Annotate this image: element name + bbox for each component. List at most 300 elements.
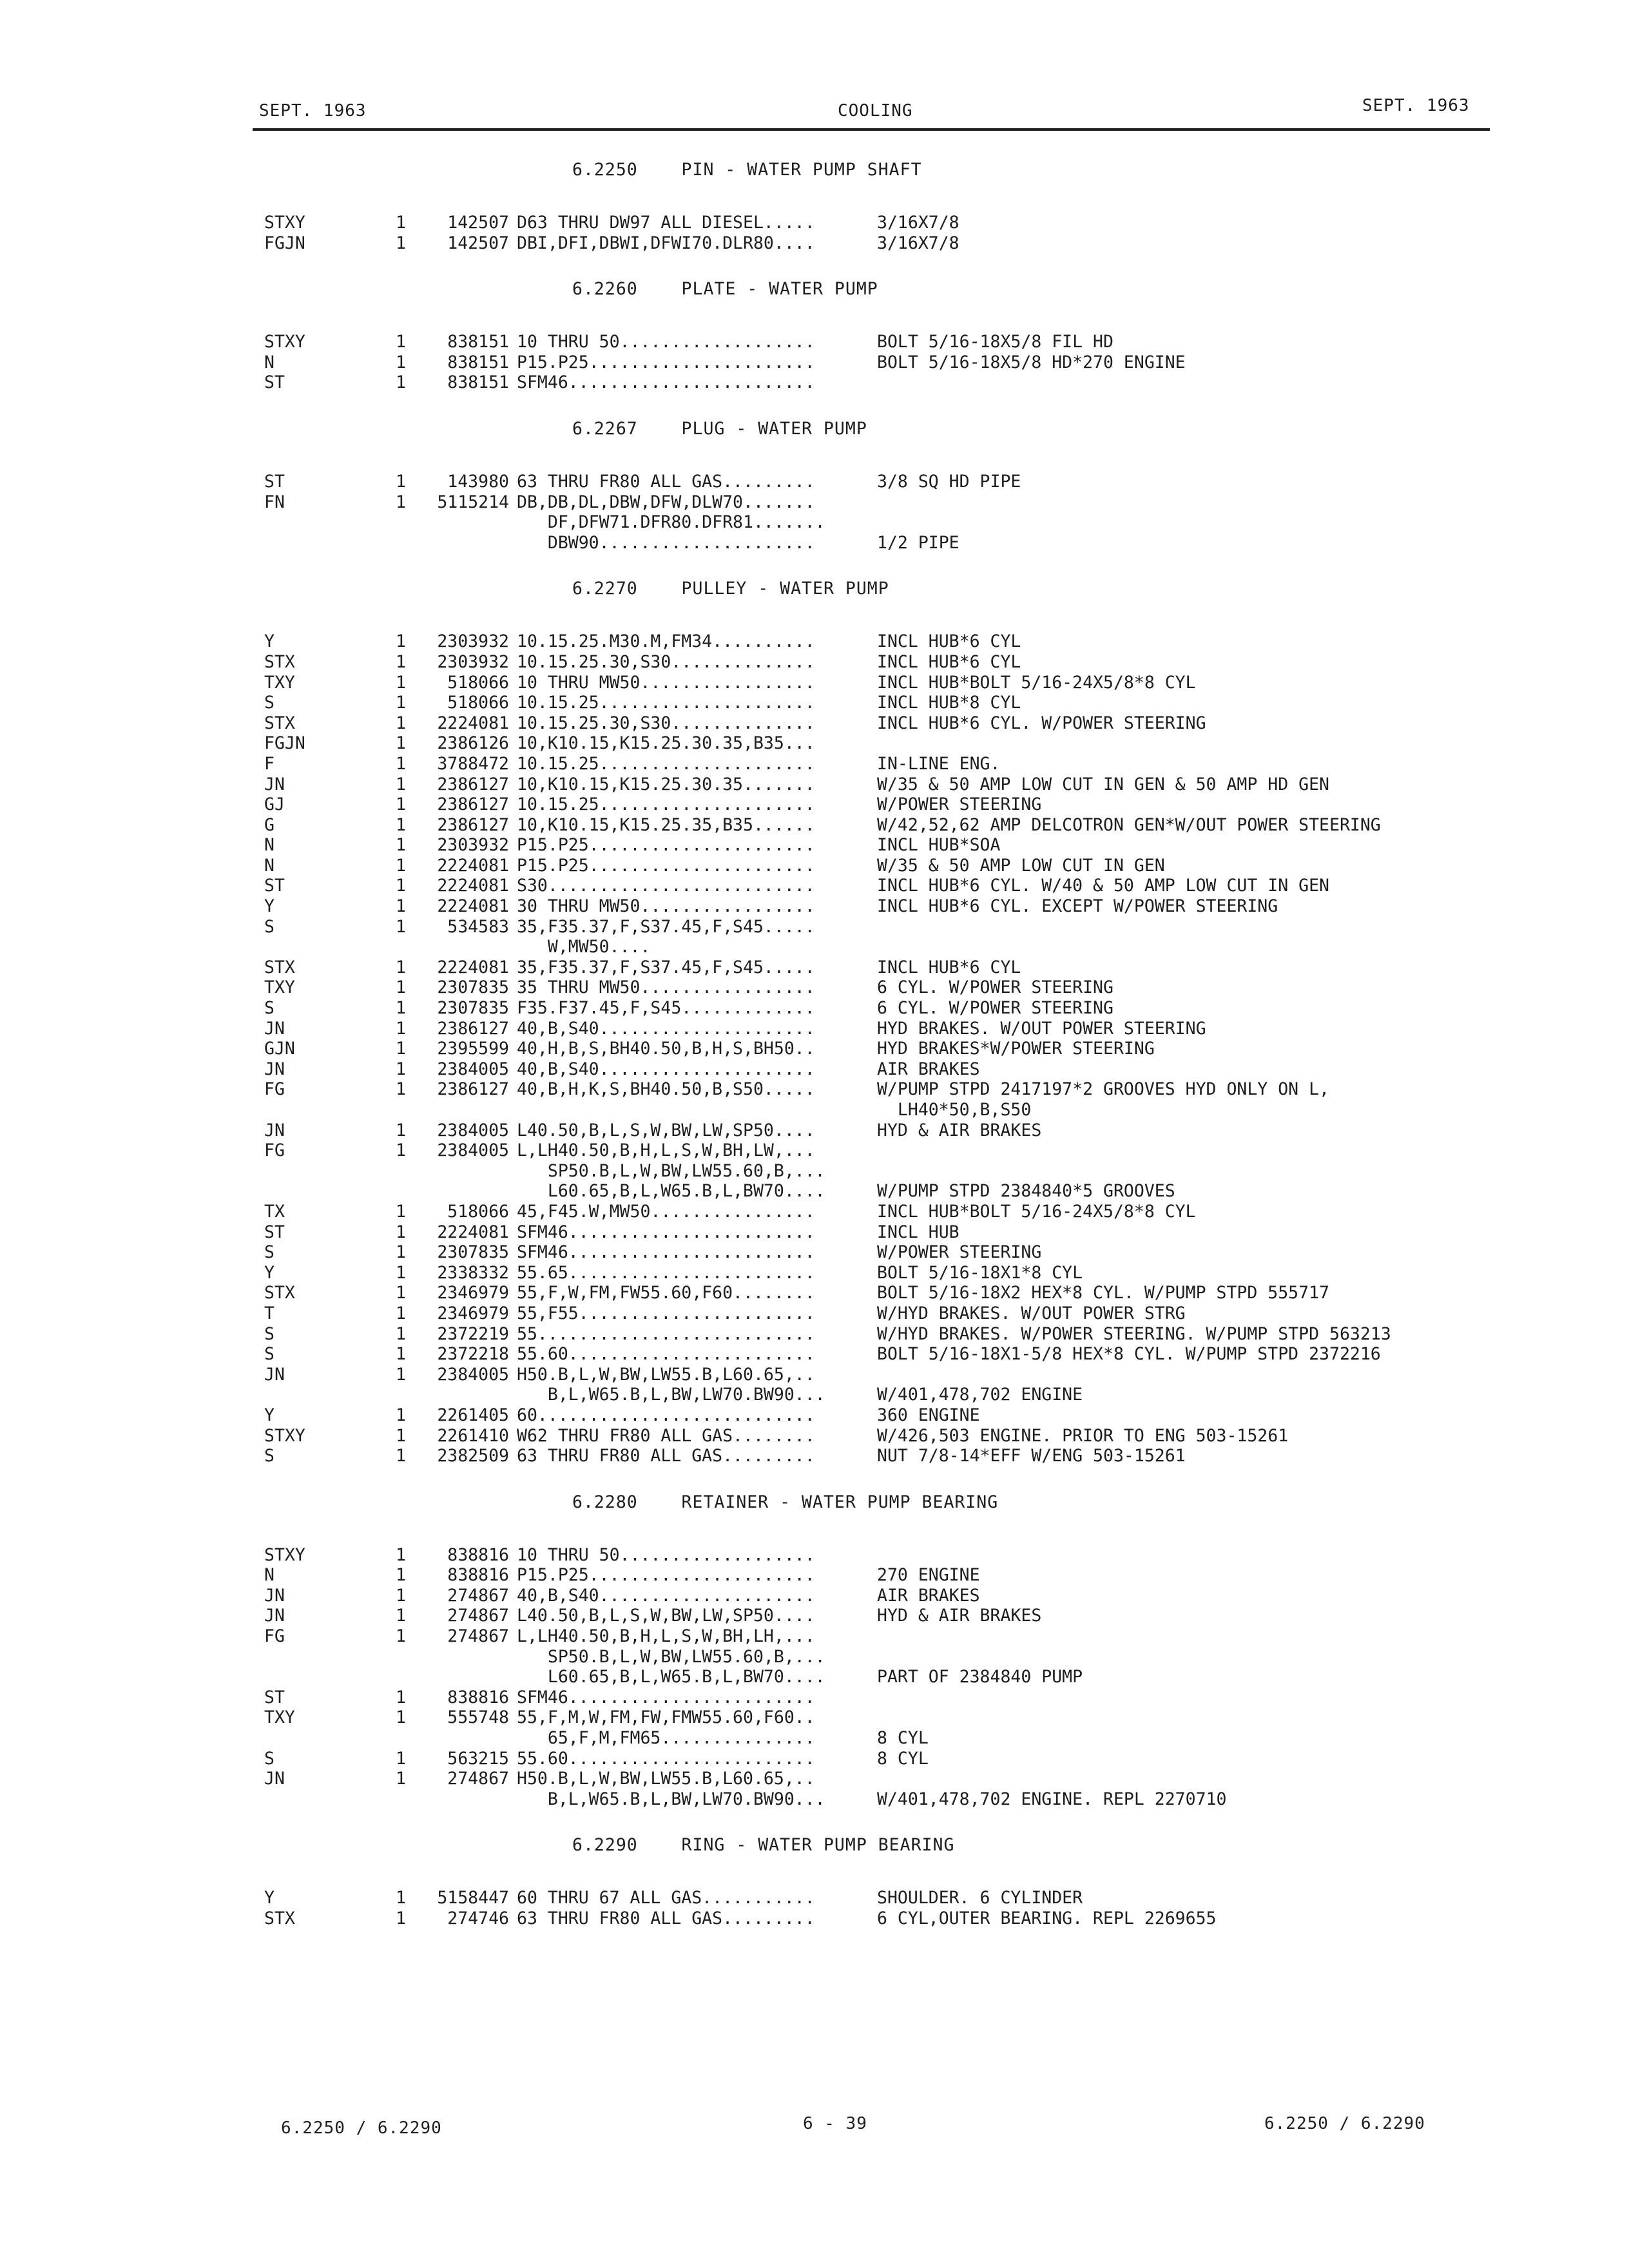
part-number: 2384005 [437,1059,509,1079]
parts-row [0,1324,1629,1345]
part-number: 2386127 [437,1079,509,1100]
parts-row [0,1222,1629,1243]
part-number: 2224081 [437,876,509,896]
quantity: 1 [396,1565,406,1586]
part-number: 2386127 [437,794,509,815]
quantity: 1 [396,213,406,233]
quantity: 1 [396,916,406,937]
remarks: INCL HUB*6 CYL. EXCEPT W/POWER STEERING [877,896,1278,917]
quantity: 1 [396,1748,406,1769]
parts-row [0,332,1629,352]
quantity: 1 [396,1446,406,1466]
application: 40,B,S40..................... [517,1018,815,1039]
part-number: 2307835 [437,1242,509,1263]
model-code: S [264,1446,275,1466]
parts-row [0,693,1629,713]
parts-row [0,512,1629,533]
part-number: 2261405 [437,1405,509,1425]
parts-row [0,1344,1629,1365]
application: 45,F45.W,MW50................ [517,1201,815,1222]
quantity: 1 [396,651,406,672]
parts-row [0,815,1629,836]
quantity: 1 [396,1039,406,1059]
quantity: 1 [396,1707,406,1728]
part-number: 2346979 [437,1303,509,1323]
part-number: 274867 [447,1769,509,1789]
quantity: 1 [396,1283,406,1303]
application: 63 THRU FR80 ALL GAS......... [517,1908,815,1928]
remarks: INCL HUB*6 CYL. W/40 & 50 AMP LOW CUT IN GEN [877,876,1329,896]
application: SFM46........................ [517,1242,815,1263]
quantity: 1 [396,1687,406,1707]
application: SFM46........................ [517,1222,815,1242]
application: 60........................... [517,1405,815,1425]
model-code: N [264,855,275,876]
application: S30.......................... [517,876,815,896]
section-title: 6.2270 PULLEY - WATER PUMP [572,579,889,599]
parts-row [0,233,1629,254]
remarks: W/POWER STEERING [877,794,1042,815]
parts-row [0,372,1629,393]
quantity: 1 [396,835,406,856]
remarks: BOLT 5/16-18X5/8 HD*270 ENGINE [877,352,1186,372]
parts-row [0,533,1629,553]
quantity: 1 [396,1018,406,1039]
quantity: 1 [396,1140,406,1161]
quantity: 1 [396,492,406,512]
part-number: 2346979 [437,1283,509,1303]
part-number: 518066 [447,693,509,713]
model-code: JN [264,1059,285,1079]
model-code: FN [264,492,285,512]
quantity: 1 [396,233,406,253]
application: 10.15.25..................... [517,753,815,774]
parts-row [0,1426,1629,1446]
application: 55........................... [517,1323,815,1344]
application: 63 THRU FR80 ALL GAS......... [517,471,815,492]
remarks: BOLT 5/16-18X2 HEX*8 CYL. W/PUMP STPD 555717 [877,1283,1329,1303]
part-number: 838816 [447,1687,509,1707]
remarks: W/426,503 ENGINE. PRIOR TO ENG 503-15261 [877,1425,1289,1446]
quantity: 1 [396,631,406,652]
application: 35,F35.37,F,S37.45,F,S45..... [517,957,815,977]
remarks: HYD & AIR BRAKES [877,1120,1042,1140]
parts-row [0,1707,1629,1728]
part-number: 2384005 [437,1364,509,1385]
model-code: STXY [264,213,305,233]
section-title: 6.2267 PLUG - WATER PUMP [572,418,867,439]
application: L40.50,B,L,S,W,BW,LW,SP50.... [517,1606,815,1626]
model-code: FG [264,1626,285,1647]
parts-row [0,1565,1629,1586]
quantity: 1 [396,1585,406,1606]
parts-row [0,1079,1629,1100]
part-number: 838151 [447,352,509,372]
footer-range-right: 6.2250 / 6.2290 [1264,2114,1425,2133]
part-number: 2261410 [437,1425,509,1446]
part-number: 838816 [447,1565,509,1586]
parts-row [0,1019,1629,1039]
quantity: 1 [396,672,406,693]
model-code: STX [264,1908,295,1928]
header-date-right: SEPT. 1963 [1362,96,1470,115]
model-code: ST [264,876,285,896]
application: 10.15.25.M30.M,FM34.......... [517,631,815,652]
remarks: NUT 7/8-14*EFF W/ENG 503-15261 [877,1446,1186,1466]
remarks: BOLT 5/16-18X5/8 FIL HD [877,332,1113,352]
model-code: ST [264,471,285,492]
part-number: 142507 [447,213,509,233]
header-rule [253,128,1490,131]
part-number: 2382509 [437,1446,509,1466]
remarks: INCL HUB*6 CYL [877,631,1021,652]
parts-row [0,856,1629,876]
part-number: 2372219 [437,1323,509,1344]
quantity: 1 [396,693,406,713]
part-number: 5115214 [437,492,509,512]
model-code: N [264,352,275,372]
model-code: GJN [264,1039,295,1059]
parts-row [0,1647,1629,1667]
quantity: 1 [396,753,406,774]
part-number: 563215 [447,1748,509,1769]
parts-listing [0,160,1629,1929]
model-code: JN [264,1585,285,1606]
application: DBW90..................... [517,532,815,553]
model-code: ST [264,1687,285,1707]
parts-row [0,1242,1629,1263]
part-number: 2386127 [437,774,509,794]
remarks: INCL HUB*6 CYL [877,651,1021,672]
remarks: W/35 & 50 AMP LOW CUT IN GEN [877,855,1165,876]
parts-row [0,774,1629,795]
model-code: F [264,753,275,774]
application: 55.60........................ [517,1748,815,1769]
application: DB,DB,DL,DBW,DFW,DLW70....... [517,492,815,512]
remarks: 360 ENGINE [877,1405,980,1425]
part-number: 2372218 [437,1344,509,1365]
application: 30 THRU MW50................. [517,896,815,917]
part-number: 2307835 [437,977,509,998]
remarks: 3/8 SQ HD PIPE [877,471,1021,492]
header-section-title: COOLING [838,101,913,120]
header-date-left: SEPT. 1963 [259,101,367,120]
remarks: INCL HUB*SOA [877,835,1001,856]
parts-row [0,673,1629,693]
application: L60.65,B,L,W65.B,L,BW70.... [517,1667,825,1687]
quantity: 1 [396,998,406,1019]
part-number: 2386127 [437,1018,509,1039]
remarks: 3/16X7/8 [877,213,959,233]
application: P15.P25...................... [517,855,815,876]
quantity: 1 [396,1120,406,1140]
application: B,L,W65.B,L,BW,LW70.BW90... [517,1789,825,1809]
remarks: HYD & AIR BRAKES [877,1606,1042,1626]
application: L40.50,B,L,S,W,BW,LW,SP50.... [517,1120,815,1140]
section-title: 6.2290 RING - WATER PUMP BEARING [572,1835,955,1856]
quantity: 1 [396,1323,406,1344]
part-number: 143980 [447,471,509,492]
model-code: Y [264,1262,275,1283]
parts-row [0,1908,1629,1929]
application: W62 THRU FR80 ALL GAS........ [517,1425,815,1446]
remarks: INCL HUB [877,1222,959,1242]
application: F35.F37.45,F,S45............. [517,998,815,1019]
quantity: 1 [396,957,406,977]
parts-row [0,1769,1629,1789]
application: 10,K10.15,K15.25.30.35....... [517,774,815,794]
part-number: 2303932 [437,631,509,652]
parts-row [0,957,1629,978]
parts-row [0,1263,1629,1283]
part-number: 555748 [447,1707,509,1728]
application: 40,B,S40..................... [517,1059,815,1079]
remarks: INCL HUB*8 CYL [877,693,1021,713]
remarks: SHOULDER. 6 CYLINDER [877,1888,1083,1908]
footer-page-number: 6 - 39 [803,2114,867,2133]
parts-row [0,1545,1629,1566]
remarks: 270 ENGINE [877,1565,980,1586]
part-number: 518066 [447,1201,509,1222]
footer-range-left: 6.2250 / 6.2290 [281,2119,442,2138]
remarks: 8 CYL [877,1728,929,1749]
model-code: JN [264,1769,285,1789]
parts-row [0,998,1629,1019]
quantity: 1 [396,1425,406,1446]
remarks: HYD BRAKES*W/POWER STEERING [877,1039,1155,1059]
part-number: 2307835 [437,998,509,1019]
parts-row [0,1687,1629,1708]
quantity: 1 [396,1262,406,1283]
remarks: W/PUMP STPD 2417197*2 GROOVES HYD ONLY ON L, [877,1079,1329,1100]
application: 40,B,H,K,S,BH40.50,B,S50..... [517,1079,815,1100]
part-number: 274867 [447,1606,509,1626]
application: 60 THRU 67 ALL GAS........... [517,1888,815,1908]
application: 55.60........................ [517,1344,815,1365]
quantity: 1 [396,794,406,815]
application: 40,H,B,S,BH40.50,B,H,S,BH50.. [517,1039,815,1059]
remarks: 6 CYL,OUTER BEARING. REPL 2269655 [877,1908,1217,1928]
application: L,LH40.50,B,H,L,S,W,BH,LH,... [517,1626,815,1647]
parts-row [0,1202,1629,1222]
parts-row [0,652,1629,673]
application: 10,K10.15,K15.25.35,B35...... [517,814,815,835]
remarks: INCL HUB*BOLT 5/16-24X5/8*8 CYL [877,1201,1196,1222]
part-number: 534583 [447,916,509,937]
application: 10.15.25.30,S30.............. [517,651,815,672]
application: 10,K10.15,K15.25.30.35,B35... [517,733,815,754]
part-number: 838151 [447,372,509,393]
parts-row [0,713,1629,734]
remarks: W/HYD BRAKES. W/POWER STEERING. W/PUMP STPD 563213 [877,1323,1391,1344]
part-number: 838151 [447,332,509,352]
quantity: 1 [396,1888,406,1908]
model-code: FGJN [264,233,305,253]
section-title: 6.2260 PLATE - WATER PUMP [572,279,878,300]
parts-row [0,1667,1629,1687]
part-number: 2303932 [437,651,509,672]
application: 55,F,M,W,FM,FW,FMW55.60,F60.. [517,1707,815,1728]
parts-row [0,1100,1629,1120]
part-number: 2224081 [437,957,509,977]
quantity: 1 [396,1242,406,1263]
application: 35,F35.37,F,S37.45,F,S45..... [517,916,815,937]
remarks: W/401,478,702 ENGINE. REPL 2270710 [877,1789,1227,1809]
model-code: STX [264,713,295,733]
parts-row [0,917,1629,937]
application: D63 THRU DW97 ALL DIESEL..... [517,213,815,233]
parts-row [0,1303,1629,1324]
quantity: 1 [396,876,406,896]
model-code: STXY [264,332,305,352]
part-number: 274867 [447,1626,509,1647]
remarks: AIR BRAKES [877,1585,980,1606]
model-code: T [264,1303,275,1323]
model-code: FG [264,1140,285,1161]
model-code: N [264,835,275,856]
application: 10 THRU MW50................. [517,672,815,693]
parts-row [0,794,1629,815]
model-code: GJ [264,794,285,815]
part-number: 2395599 [437,1039,509,1059]
parts-row [0,1586,1629,1606]
model-code: G [264,814,275,835]
model-code: FG [264,1079,285,1100]
parts-row [0,1446,1629,1466]
remarks: LH40*50,B,S50 [877,1100,1032,1120]
application: 55.65........................ [517,1262,815,1283]
parts-row [0,492,1629,513]
remarks: BOLT 5/16-18X1*8 CYL [877,1262,1083,1283]
model-code: S [264,998,275,1019]
application: P15.P25...................... [517,352,815,372]
model-code: STX [264,651,295,672]
quantity: 1 [396,1079,406,1100]
application: B,L,W65.B,L,BW,LW70.BW90... [517,1385,825,1405]
part-number: 2384005 [437,1120,509,1140]
quantity: 1 [396,1405,406,1425]
model-code: TXY [264,1707,295,1728]
quantity: 1 [396,713,406,733]
parts-row [0,896,1629,917]
parts-row [0,1181,1629,1202]
quantity: 1 [396,1303,406,1323]
quantity: 1 [396,471,406,492]
application: 55,F55....................... [517,1303,815,1323]
quantity: 1 [396,332,406,352]
parts-row [0,1626,1629,1647]
parts-row [0,1606,1629,1626]
quantity: 1 [396,1626,406,1647]
part-number: 2224081 [437,855,509,876]
application: H50.B,L,W,BW,LW55.B,L60.65,.. [517,1364,815,1385]
part-number: 2386127 [437,814,509,835]
part-number: 142507 [447,233,509,253]
parts-row [0,937,1629,957]
model-code: JN [264,774,285,794]
application: DF,DFW71.DFR80.DFR81....... [517,512,825,533]
part-number: 2384005 [437,1140,509,1161]
model-code: S [264,1323,275,1344]
section-title: 6.2250 PIN - WATER PUMP SHAFT [572,160,922,180]
remarks: BOLT 5/16-18X1-5/8 HEX*8 CYL. W/PUMP STPD 2372216 [877,1344,1381,1365]
remarks: 3/16X7/8 [877,233,959,253]
quantity: 1 [396,855,406,876]
model-code: FGJN [264,733,305,754]
model-code: TX [264,1201,285,1222]
parts-row [0,1789,1629,1810]
remarks: INCL HUB*BOLT 5/16-24X5/8*8 CYL [877,672,1196,693]
remarks: W/HYD BRAKES. W/OUT POWER STRG [877,1303,1186,1323]
quantity: 1 [396,1769,406,1789]
parts-row [0,1728,1629,1749]
model-code: S [264,1242,275,1263]
remarks: AIR BRAKES [877,1059,980,1079]
part-number: 2224081 [437,1222,509,1242]
model-code: ST [264,372,285,393]
quantity: 1 [396,352,406,372]
remarks: HYD BRAKES. W/OUT POWER STEERING [877,1018,1206,1039]
quantity: 1 [396,1606,406,1626]
model-code: ST [264,1222,285,1242]
part-number: 2338332 [437,1262,509,1283]
model-code: S [264,1748,275,1769]
application: L,LH40.50,B,H,L,S,W,BH,LW,... [517,1140,815,1161]
part-number: 274867 [447,1585,509,1606]
part-number: 3788472 [437,753,509,774]
application: 55,F,W,FM,FW55.60,F60........ [517,1283,815,1303]
application: 65,F,M,FM65............... [517,1728,815,1749]
application: 35 THRU MW50................. [517,977,815,998]
section-title: 6.2280 RETAINER - WATER PUMP BEARING [572,1492,999,1512]
quantity: 1 [396,977,406,998]
parts-row [0,1161,1629,1182]
parts-row [0,1140,1629,1161]
quantity: 1 [396,1344,406,1365]
quantity: 1 [396,774,406,794]
application: 10 THRU 50................... [517,1544,815,1565]
quantity: 1 [396,814,406,835]
parts-row [0,733,1629,754]
parts-row [0,977,1629,998]
application: 40,B,S40..................... [517,1585,815,1606]
parts-row [0,1749,1629,1769]
remarks: INCL HUB*6 CYL. W/POWER STEERING [877,713,1206,733]
application: 10.15.25..................... [517,693,815,713]
remarks: PART OF 2384840 PUMP [877,1667,1083,1687]
model-code: STX [264,957,295,977]
application: P15.P25...................... [517,835,815,856]
quantity: 1 [396,1364,406,1385]
remarks: IN-LINE ENG. [877,753,1001,774]
part-number: 5158447 [437,1888,509,1908]
model-code: TXY [264,672,295,693]
model-code: TXY [264,977,295,998]
remarks: 6 CYL. W/POWER STEERING [877,998,1113,1019]
remarks: W/401,478,702 ENGINE [877,1385,1083,1405]
application: SFM46........................ [517,1687,815,1707]
application: SP50.B,L,W,BW,LW55.60,B,... [517,1646,825,1667]
remarks: W/PUMP STPD 2384840*5 GROOVES [877,1181,1175,1202]
application: 10.15.25.30,S30.............. [517,713,815,733]
quantity: 1 [396,733,406,754]
parts-row [0,1385,1629,1405]
model-code: Y [264,1888,275,1908]
application: P15.P25...................... [517,1565,815,1586]
model-code: Y [264,1405,275,1425]
model-code: S [264,916,275,937]
application: 10.15.25..................... [517,794,815,815]
